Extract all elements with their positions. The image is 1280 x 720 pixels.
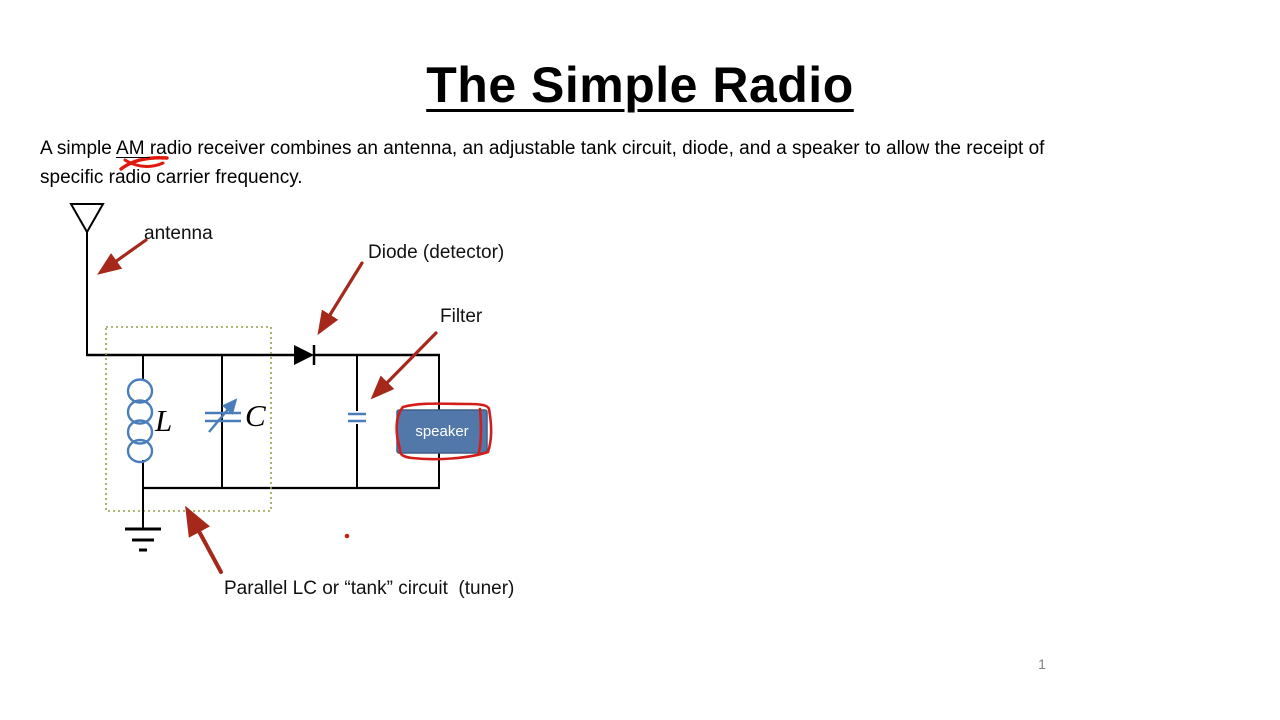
body-paragraph bbox=[40, 134, 1044, 192]
tank-arrow bbox=[188, 511, 221, 572]
speaker-label: speaker bbox=[415, 423, 469, 440]
diode-arrow bbox=[320, 263, 362, 331]
page-number: 1 bbox=[1038, 656, 1046, 672]
body-line-1 bbox=[40, 134, 1044, 163]
body-line-2: specific radio carrier frequency. bbox=[40, 167, 303, 188]
inductor-icon bbox=[128, 380, 152, 463]
capacitor-letter: C bbox=[245, 398, 266, 433]
filter-arrow bbox=[374, 333, 436, 396]
filter-label: Filter bbox=[440, 306, 483, 327]
am-underlined-text: AM bbox=[116, 138, 150, 159]
page-title: The Simple Radio bbox=[426, 57, 854, 113]
body-pre: A simple bbox=[40, 138, 117, 159]
diode-label: Diode (detector) bbox=[368, 242, 505, 263]
red-dot-mark bbox=[345, 534, 350, 539]
body-line1-rest: radio receiver combines an antenna, an adjustable tank circuit, diode, and a speaker to allow the receipt of bbox=[149, 138, 1045, 159]
inductor-letter: L bbox=[155, 403, 173, 438]
diode-icon bbox=[294, 345, 314, 365]
filter-capacitor-icon bbox=[348, 414, 366, 421]
tank-circuit-label: Parallel LC or “tank” circuit (tuner) bbox=[224, 578, 515, 599]
antenna-label: antenna bbox=[144, 223, 213, 244]
ground-icon bbox=[125, 488, 161, 550]
antenna-arrow bbox=[101, 240, 146, 272]
antenna-icon bbox=[71, 204, 103, 356]
